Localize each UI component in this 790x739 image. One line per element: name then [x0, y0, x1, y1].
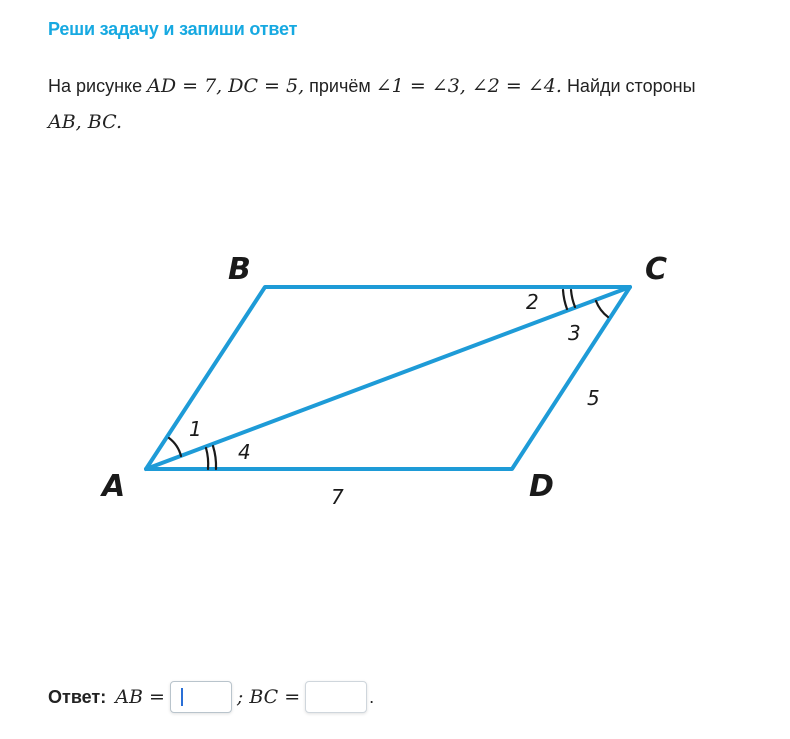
answer-bc-label: ; BC = — [236, 686, 301, 708]
angle-label-2: 2 — [526, 290, 539, 314]
task-title: Реши задачу и запиши ответ — [48, 19, 298, 39]
problem-text-3: Найди стороны — [566, 76, 696, 96]
answer-ab-wrap — [168, 681, 234, 713]
angle-label-3: 3 — [568, 321, 581, 345]
vertex-label-b: B — [228, 252, 251, 287]
angle-2-arc-inner — [571, 290, 575, 307]
problem-equation-angles: ∠1 = ∠3, ∠2 = ∠4. — [375, 75, 562, 97]
vertex-label-c: C — [645, 252, 668, 287]
answer-row — [48, 678, 374, 716]
answer-ab-input[interactable] — [170, 681, 232, 713]
angle-label-1: 1 — [189, 417, 202, 441]
answer-bc-input[interactable] — [305, 681, 367, 713]
parallelogram-figure — [0, 230, 790, 530]
problem-equation-sides: AD = 7, DC = 5, — [147, 75, 305, 97]
angle-2-arc-outer — [563, 290, 567, 309]
problem-statement — [48, 68, 748, 140]
answer-label: Ответ: — [48, 686, 107, 707]
text-cursor — [181, 688, 183, 706]
problem-equation-find: AB, BC. — [48, 111, 122, 133]
angle-3-arc — [596, 301, 608, 317]
problem-text-2: причём — [309, 76, 371, 96]
angle-label-4: 4 — [238, 440, 251, 464]
angle-4-arc-inner — [206, 448, 208, 469]
angle-1-arc — [169, 438, 181, 456]
side-label-ad: 7 — [331, 485, 344, 509]
answer-ab-label: AB = — [115, 686, 165, 708]
problem-text-1: На рисунке — [48, 76, 143, 96]
diagonal-ac — [146, 287, 630, 469]
vertex-label-d: D — [529, 469, 554, 504]
side-label-dc: 5 — [587, 386, 600, 410]
vertex-label-a: A — [102, 469, 126, 504]
answer-end: . — [369, 686, 375, 707]
angle-4-arc-outer — [213, 446, 216, 469]
